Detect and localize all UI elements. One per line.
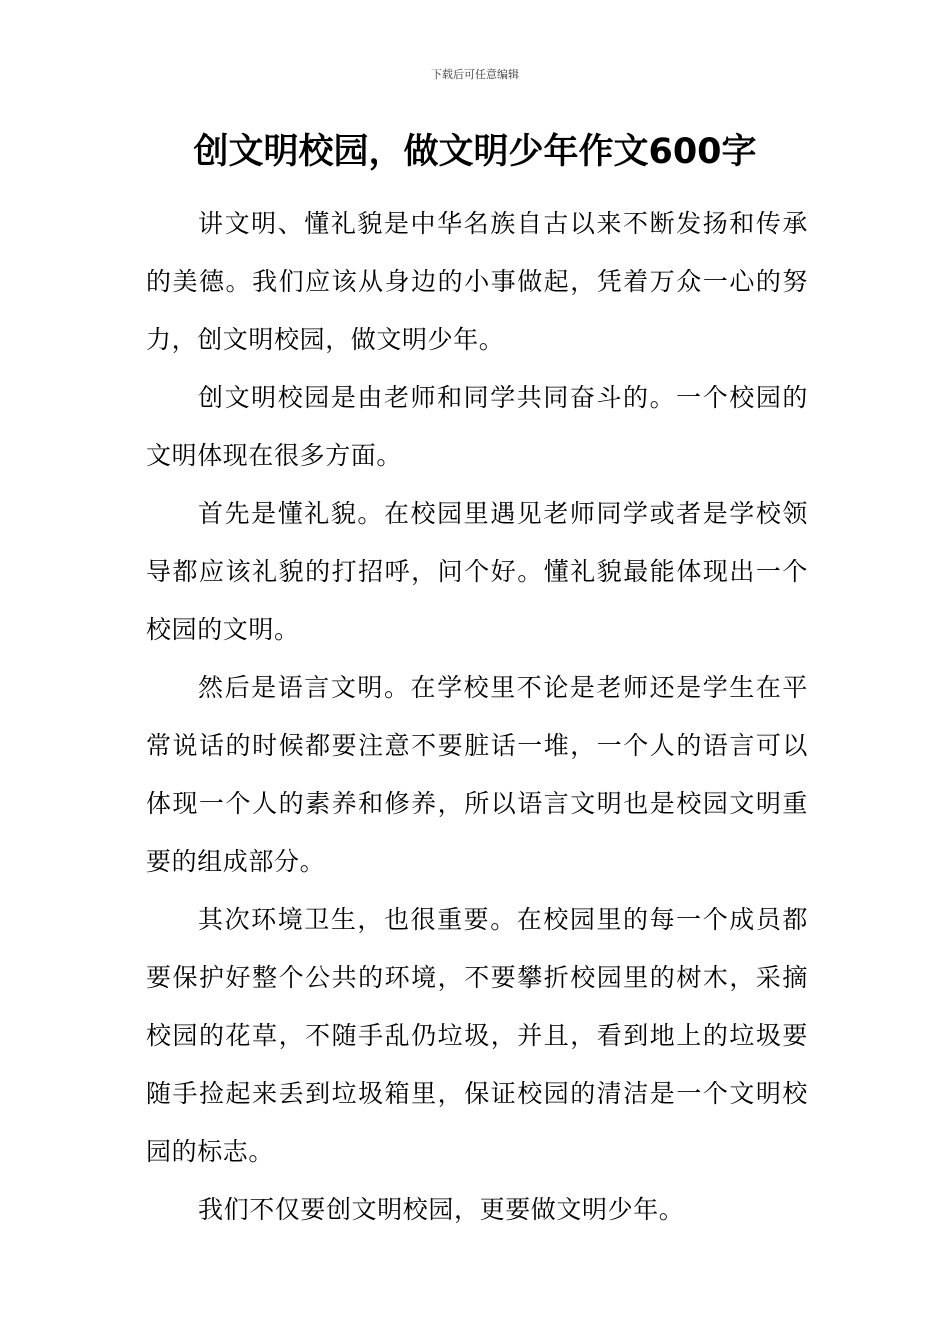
paragraph-6: 我们不仅要创文明校园，更要做文明少年。 — [198, 1195, 685, 1224]
document-body — [146, 195, 808, 1239]
paragraph-5: 其次环境卫生，也很重要。在校园里的每一个成员都要保护好整个公共的环境，不要攀折校园里的树木，采摘校园的花草，不随手乱仍垃圾，并且，看到地上的垃圾要随手捡起来丢到垃圾箱里，保证校园的清洁是一个文明校园的标志。 — [146, 905, 808, 1166]
paragraph-1: 讲文明、懂礼貌是中华名族自古以来不断发扬和传承的美德。我们应该从身边的小事做起，凭着万众一心的努力，创文明校园，做文明少年。 — [146, 209, 808, 354]
paragraph-2: 创文明校园是由老师和同学共同奋斗的。一个校园的文明体现在很多方面。 — [146, 383, 808, 470]
header-note: 下载后可任意编辑 — [431, 68, 519, 81]
document-title: 创文明校园，做文明少年作文600字 — [193, 132, 757, 172]
paragraph-4: 然后是语言文明。在学校里不论是老师还是学生在平常说话的时候都要注意不要脏话一堆，一个人的语言可以体现一个人的素养和修养，所以语言文明也是校园文明重要的组成部分。 — [146, 673, 808, 876]
paragraph-3: 首先是懂礼貌。在校园里遇见老师同学或者是学校领导都应该礼貌的打招呼，问个好。懂礼貌最能体现出一个校园的文明。 — [146, 499, 808, 644]
